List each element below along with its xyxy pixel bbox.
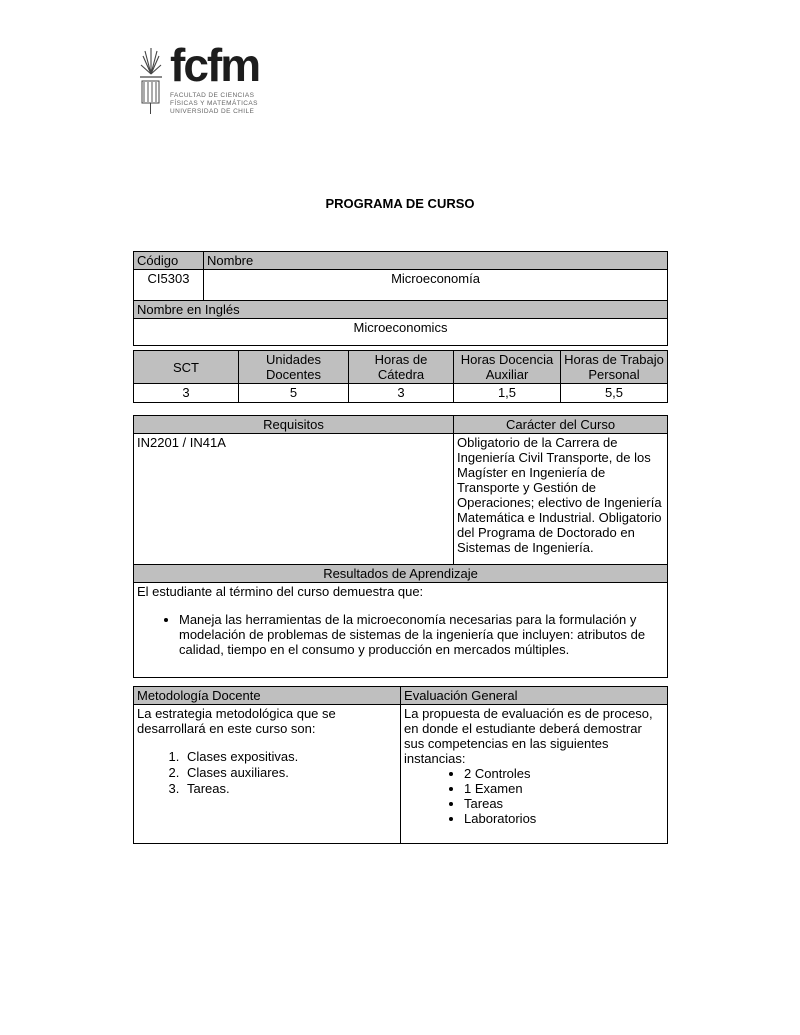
unidades-docentes-value: 5 [239, 384, 349, 403]
horas-trabajo-personal-header: Horas de Trabajo Personal [561, 351, 668, 384]
evaluacion-list [404, 766, 664, 826]
nombre-value: Microeconomía [204, 270, 668, 301]
logo-caption-line-3: UNIVERSIDAD DE CHILE [170, 107, 255, 115]
horas-catedra-header: Horas de Cátedra [349, 351, 454, 384]
resultados-header: Resultados de Aprendizaje [134, 565, 668, 583]
sct-header: SCT [134, 351, 239, 384]
methodology-evaluation-table [133, 686, 668, 844]
course-program-tables [133, 251, 667, 844]
nombre-header: Nombre [204, 252, 668, 270]
metodologia-header: Metodología Docente [134, 687, 401, 705]
horas-docencia-auxiliar-header: Horas Docencia Auxiliar [454, 351, 561, 384]
evaluacion-header: Evaluación General [401, 687, 668, 705]
evaluacion-item: • 2 Controles [464, 766, 664, 781]
nombre-ingles-value: Microeconomics [134, 319, 668, 346]
resultados-item: • Maneja las herramientas de la microeconomía necesarias para la formulación y modelación de problemas de sistemas de la ingeniería que incluyen: atributos de calidad, tiempo en el consumo y producción en mercados múltiples. [179, 612, 664, 657]
logo-text-column [170, 39, 260, 116]
requisitos-header: Requisitos [134, 416, 454, 434]
university-crest-icon [138, 44, 164, 127]
evaluacion-intro: La propuesta de evaluación es de proceso, en donde el estudiante deberá demostrar sus competencias en las siguientes instancias: [404, 706, 653, 766]
logo-caption-line-2: FÍSICAS Y MATEMÁTICAS [170, 99, 258, 107]
resultados-cell [134, 583, 668, 678]
caracter-value: Obligatorio de la Carrera de Ingeniería Civil Transporte, de los Magíster en Ingeniería de Transporte y Gestión de Operaciones; electivo de Ingeniería Matemática e Industrial. Obligatorio del Programa de Doctorado en Sistemas de Ingeniería. [454, 434, 668, 565]
credits-table [133, 350, 668, 403]
evaluacion-cell [401, 705, 668, 844]
code-name-table [133, 251, 668, 346]
resultados-list [137, 612, 664, 657]
logo-caption-line-1: FACULTAD DE CIENCIAS [170, 91, 255, 99]
page-title: PROGRAMA DE CURSO [325, 196, 475, 211]
metodologia-item: 3. Tareas. [183, 781, 397, 796]
caracter-header: Carácter del Curso [454, 416, 668, 434]
resultados-intro: El estudiante al término del curso demuestra que: [137, 584, 424, 599]
unidades-docentes-header: Unidades Docentes [239, 351, 349, 384]
codigo-value: CI5303 [134, 270, 204, 301]
requisitos-value: IN2201 / IN41A [134, 434, 454, 565]
metodologia-item: 1. Clases expositivas. [183, 749, 397, 764]
metodologia-item: 2. Clases auxiliares. [183, 765, 397, 780]
metodologia-intro: La estrategia metodológica que se desarrollará en este curso son: [137, 706, 336, 736]
requisites-outcomes-table [133, 415, 668, 678]
evaluacion-item: • 1 Examen [464, 781, 664, 796]
metodologia-list [137, 749, 397, 796]
evaluacion-item: • Laboratorios [464, 811, 664, 826]
university-logo [138, 39, 260, 127]
metodologia-cell [134, 705, 401, 844]
codigo-header: Código [134, 252, 204, 270]
nombre-ingles-header: Nombre en Inglés [134, 301, 668, 319]
sct-value: 3 [134, 384, 239, 403]
horas-catedra-value: 3 [349, 384, 454, 403]
horas-trabajo-personal-value: 5,5 [561, 384, 668, 403]
horas-docencia-auxiliar-value: 1,5 [454, 384, 561, 403]
evaluacion-item: • Tareas [464, 796, 664, 811]
fcfm-wordmark: fcfm [170, 39, 260, 91]
logo-caption [170, 92, 259, 116]
